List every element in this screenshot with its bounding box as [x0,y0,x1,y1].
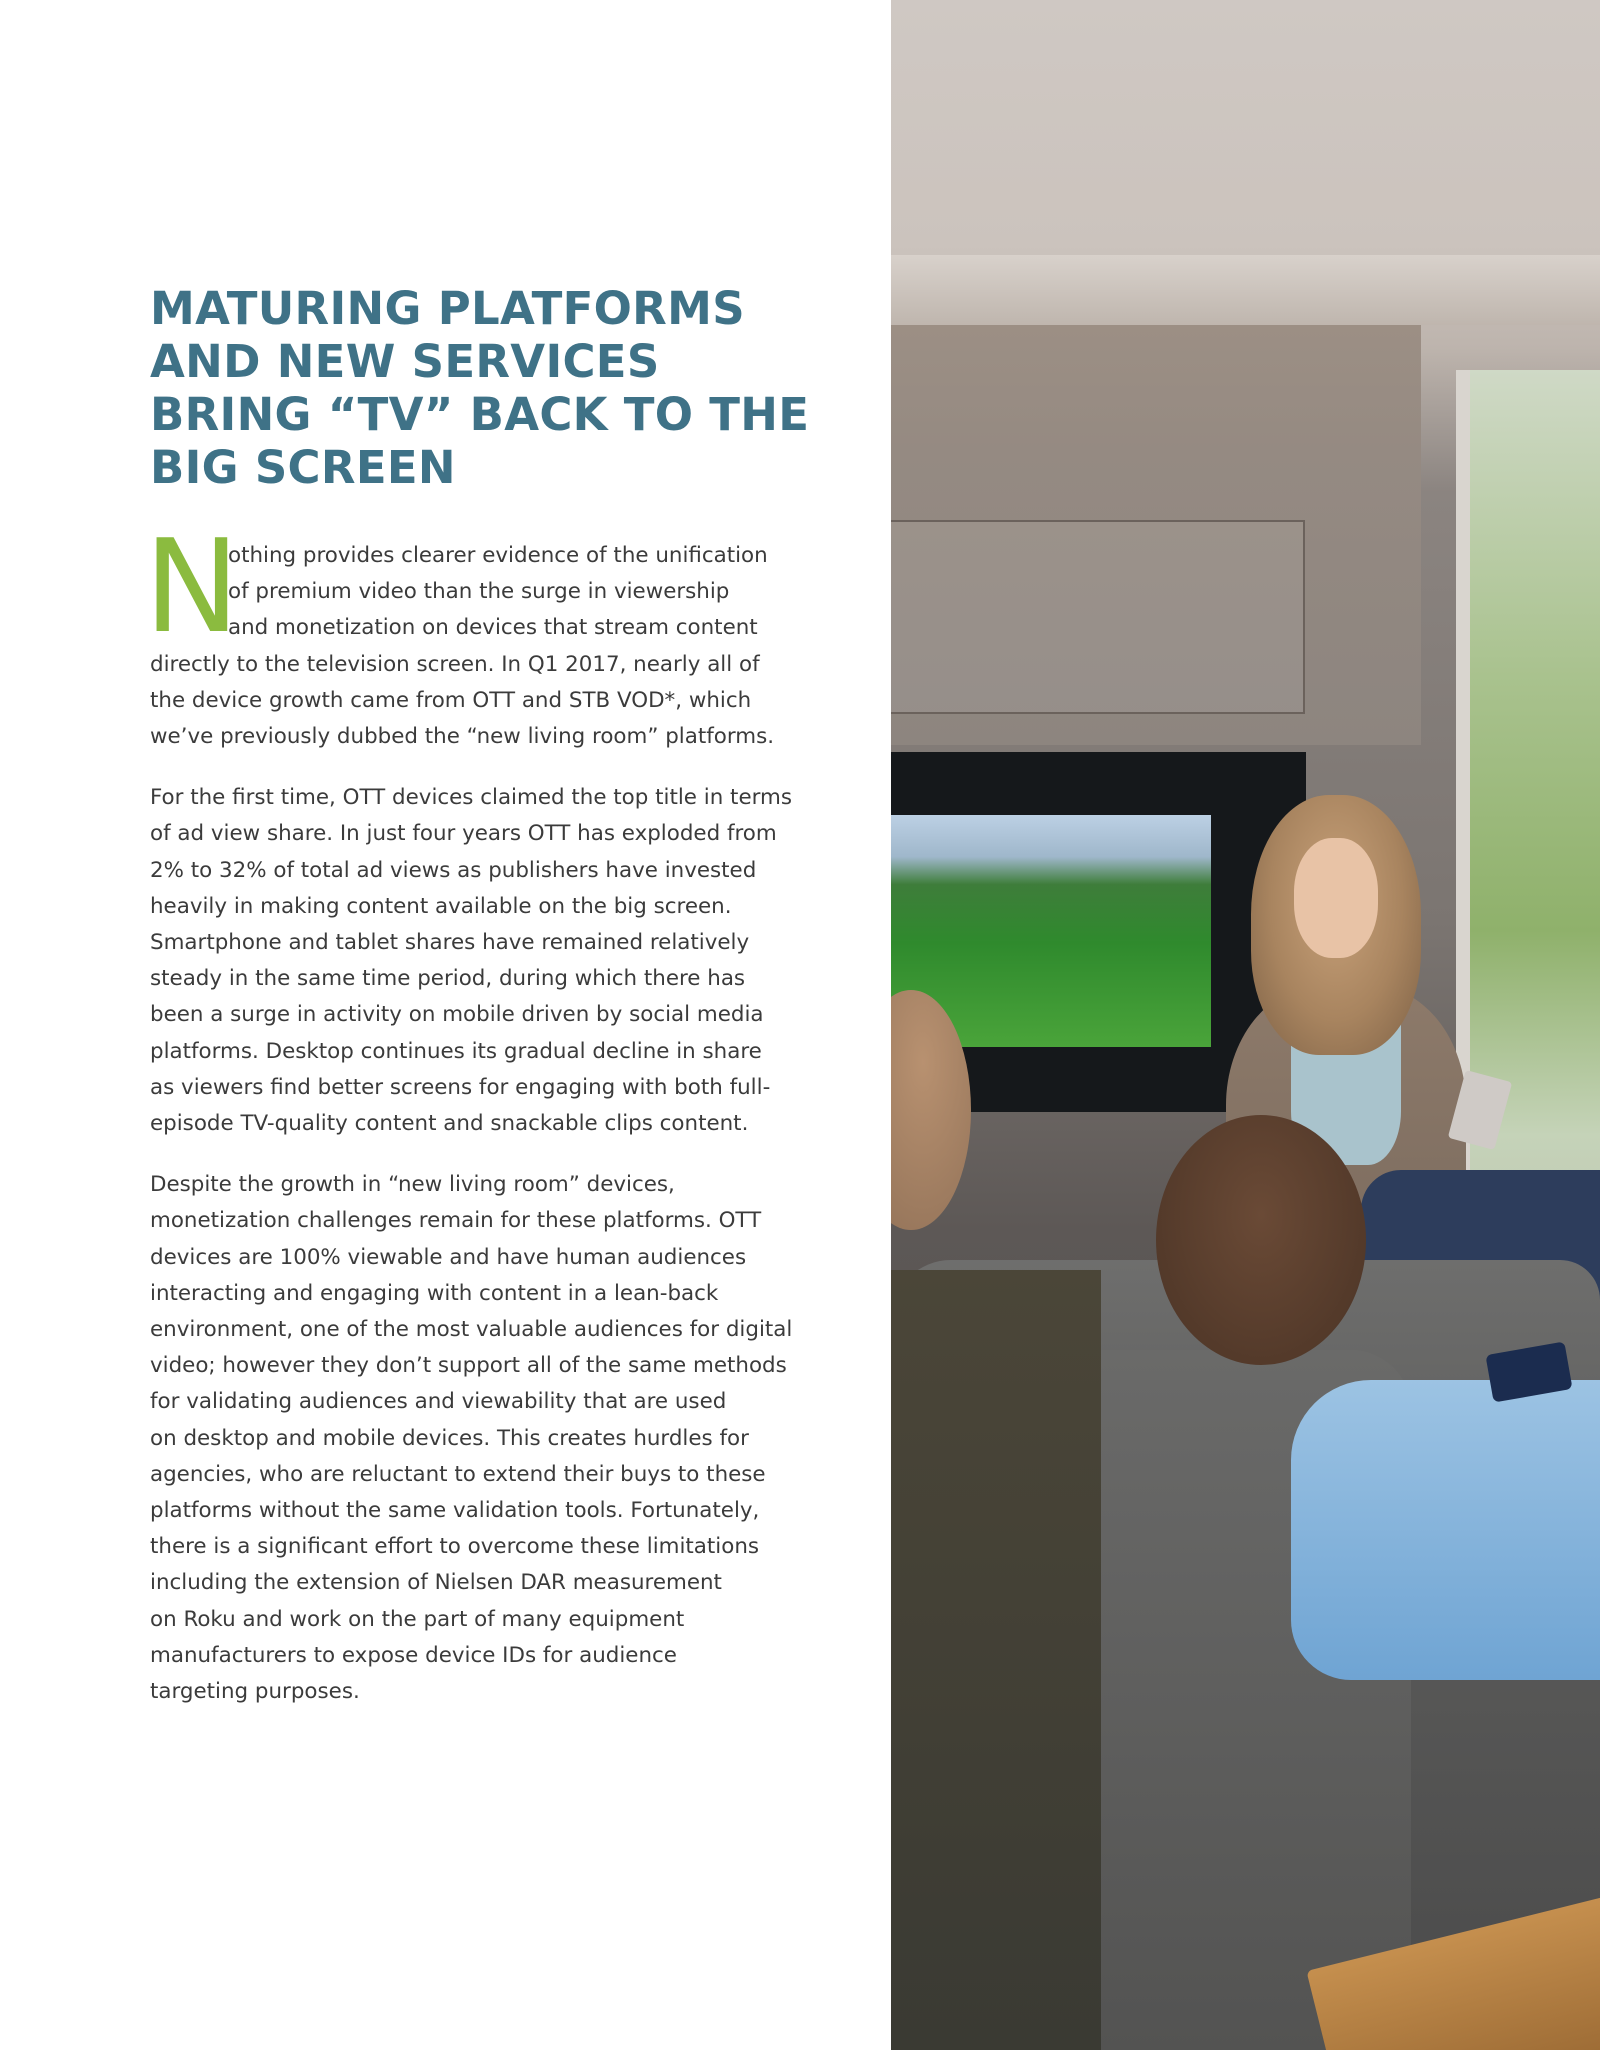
girl-head [1156,1115,1366,1365]
page-title [150,282,810,494]
text-line: as viewers find better screens for engaging with both full- [150,1074,771,1100]
text-line: on Roku and work on the part of many equipment [150,1606,685,1632]
text-line: there is a significant effort to overcome these limitations [150,1534,760,1560]
text-line: directly to the television screen. In Q1 2017, nearly all of [150,651,760,677]
text-line: steady in the same time period, during which there has [150,966,746,992]
text-line: othing provides clearer evidence of the unification [228,543,768,568]
text-line: interacting and engaging with content in a lean-back [150,1280,719,1306]
text-line: and monetization on devices that stream content [228,615,758,641]
text-line: video; however they don’t support all of the same methods [150,1353,787,1379]
text-line: Smartphone and tablet shares have remained relatively [150,930,750,956]
girl-figure [1291,1380,1600,1680]
title-line: BIG SCREEN [150,441,456,494]
text-line: manufacturers to expose device IDs for audience [150,1642,677,1668]
text-line: devices are 100% viewable and have human audiences [150,1244,747,1270]
text-line: Despite the growth in “new living room” devices, [150,1172,675,1198]
living-room-photo [891,0,1600,2050]
text-line: including the extension of Nielsen DAR measurement [150,1570,722,1596]
text-line: of ad view share. In just four years OTT has exploded from [150,821,777,847]
paragraph-2 [150,780,793,1142]
drop-cap: N [144,513,240,662]
title-line: MATURING PLATFORMS [150,282,745,335]
title-line: AND NEW SERVICES [150,335,660,388]
paragraph-3 [150,1167,793,1710]
ceiling-beam [891,255,1600,325]
text-line: agencies, who are reluctant to extend their buys to these [150,1461,766,1487]
text-line: 2% to 32% of total ad views as publishers have invested [150,857,757,883]
title-line: BRING “TV” BACK TO THE [150,388,810,441]
wall-shelf [891,520,1305,714]
text-line: environment, one of the most valuable audiences for digital [150,1317,793,1343]
article-column [144,282,810,1710]
paragraph-1 [144,513,790,755]
text-line: episode TV-quality content and snackable clips content. [150,1111,749,1137]
woman-face [1294,838,1378,958]
text-line: on desktop and mobile devices. This creates hurdles for [150,1425,749,1451]
text-line: we’ve previously dubbed the “new living room” platforms. [150,724,775,750]
article-body [144,513,793,1710]
text-line: targeting purposes. [150,1679,360,1705]
boy-figure [891,1270,1101,2050]
text-line: heavily in making content available on the big screen. [150,893,732,919]
text-line: been a surge in activity on mobile driven by social media [150,1002,764,1028]
text-line: platforms. Desktop continues its gradual decline in share [150,1038,762,1064]
text-line: of premium video than the surge in viewership [228,579,730,605]
text-line: For the first time, OTT devices claimed the top title in terms [150,785,793,811]
text-line: the device growth came from OTT and STB VOD*, which [150,687,752,713]
text-line: platforms without the same validation tools. Fortunately, [150,1498,760,1524]
text-line: for validating audiences and viewability that are used [150,1389,727,1415]
text-line: monetization challenges remain for these platforms. OTT [150,1208,762,1234]
